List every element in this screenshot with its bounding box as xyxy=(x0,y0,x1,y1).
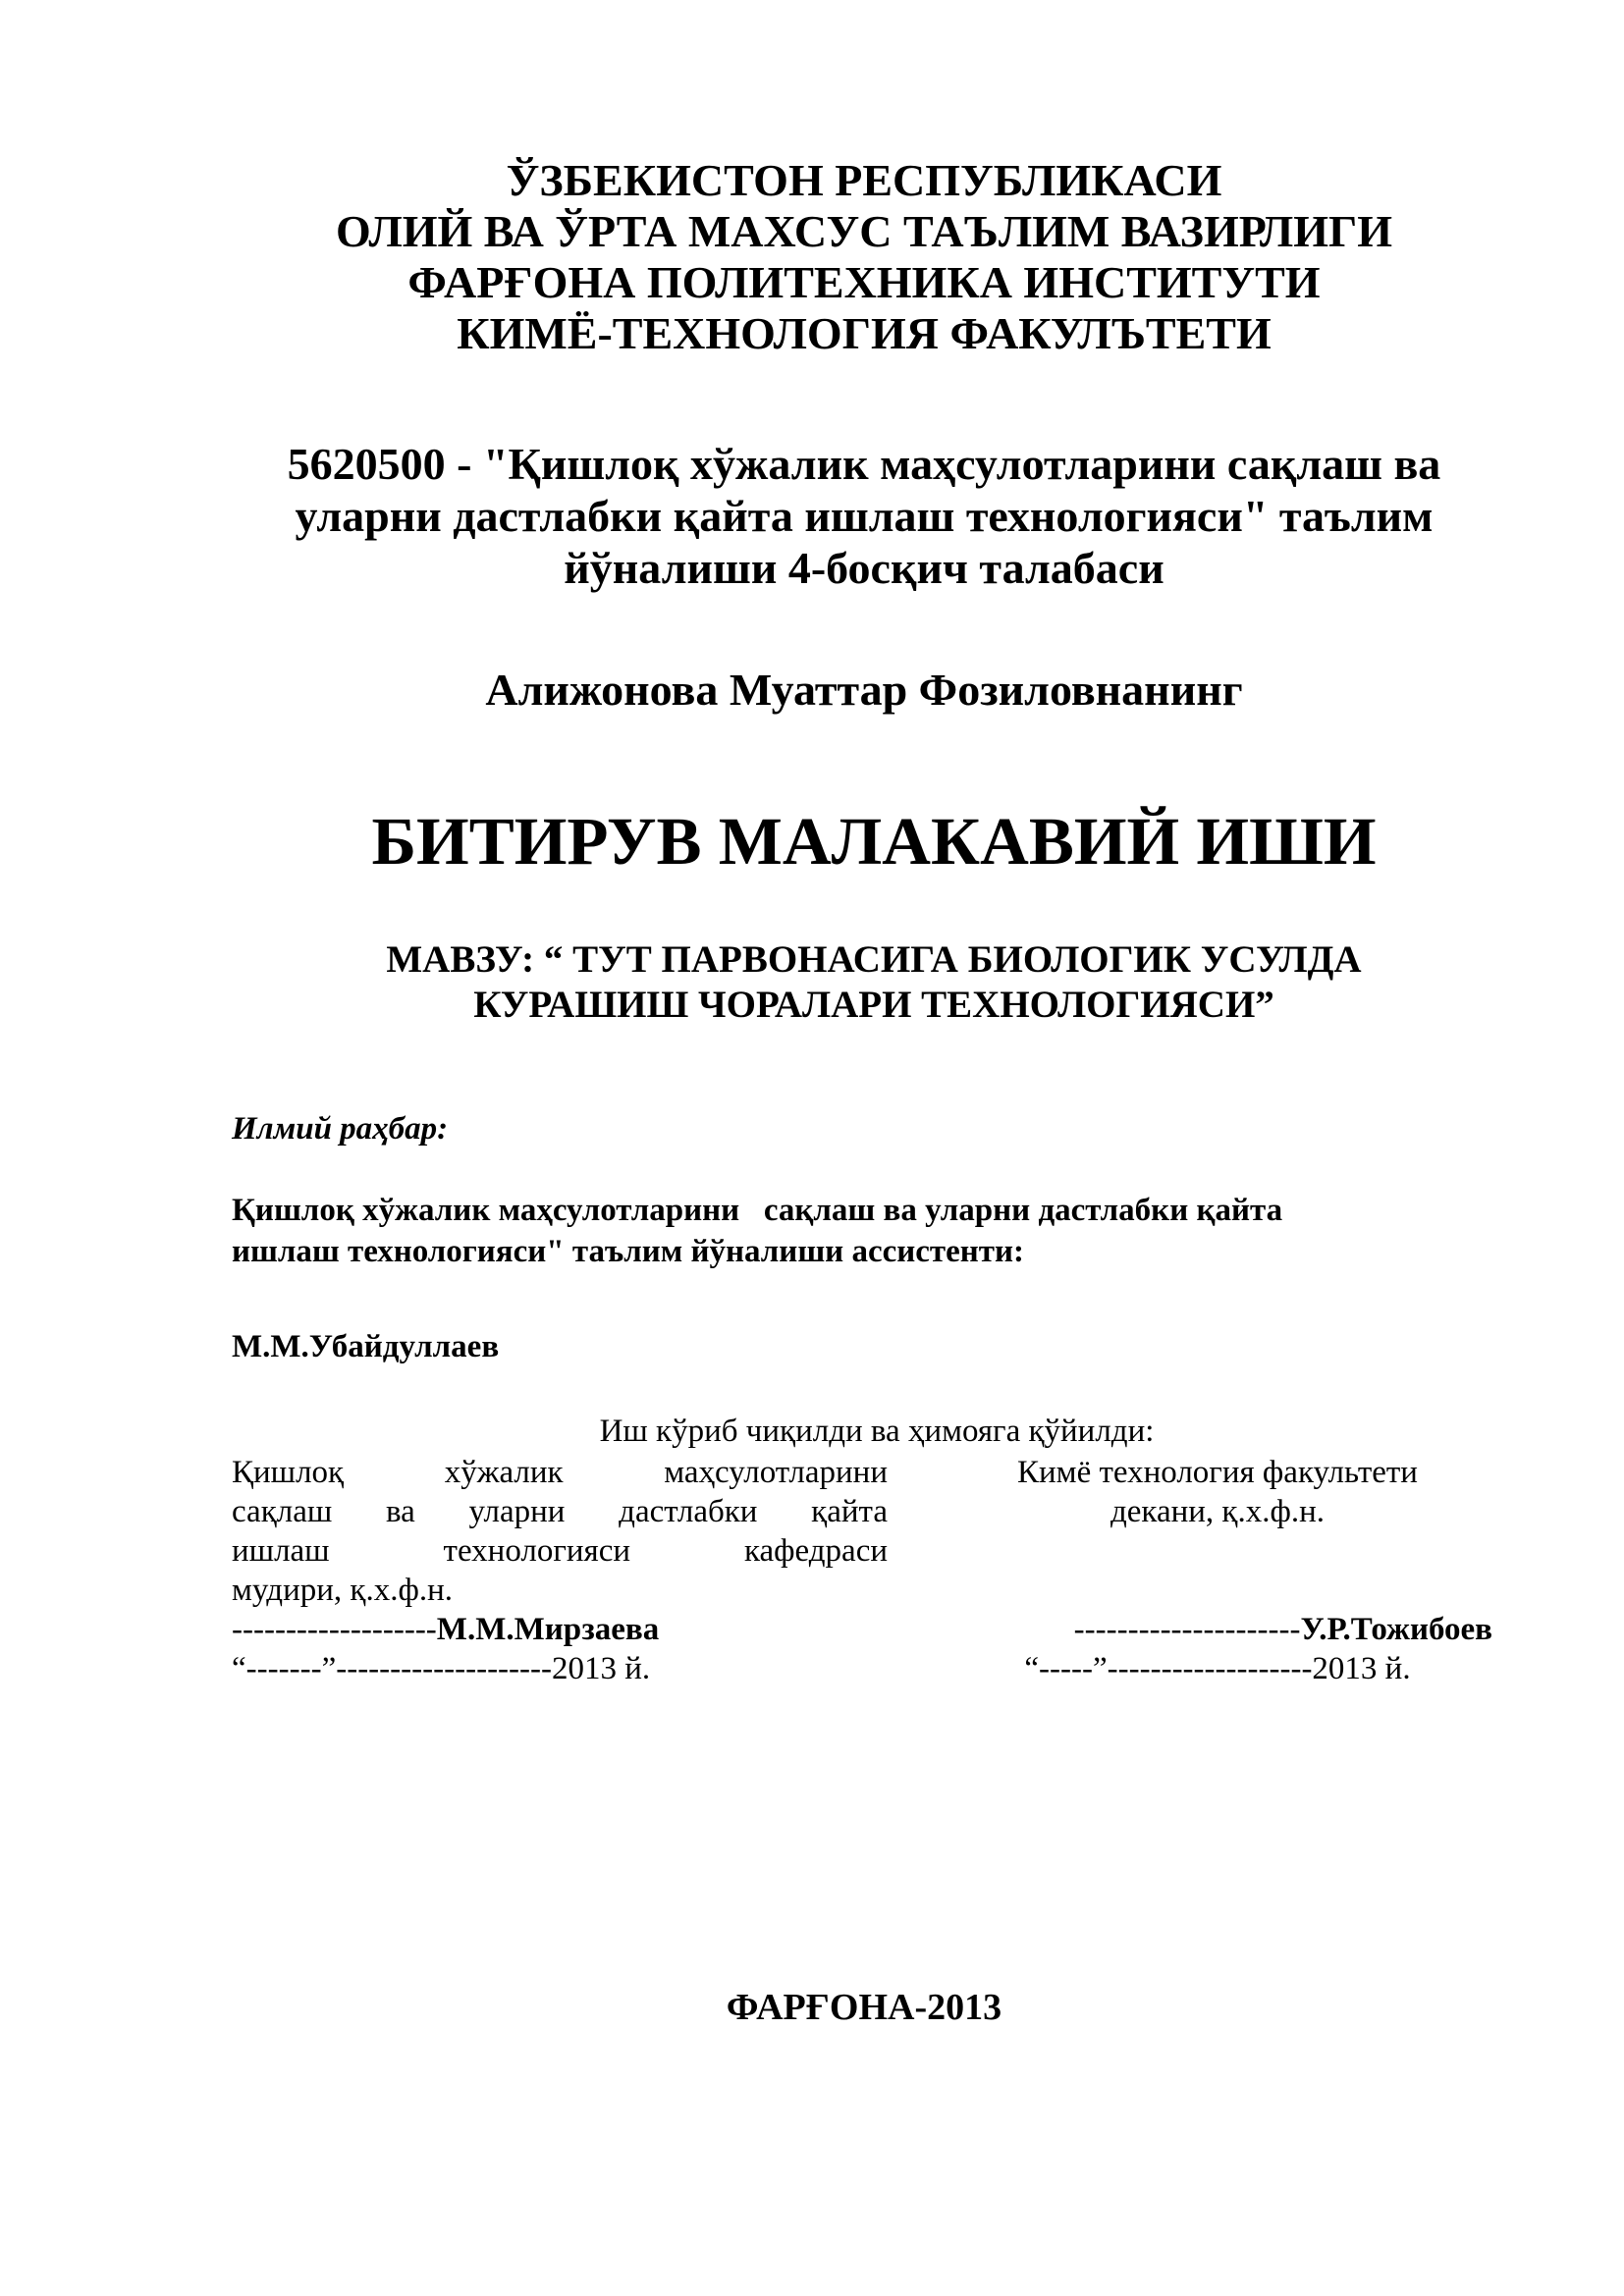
sig-right-line-2: декани, қ.х.ф.н. xyxy=(1110,1494,1325,1529)
topic-line-2: КУРАШИШ ЧОРАЛАРИ ТЕХНОЛОГИЯСИ” xyxy=(473,984,1274,1026)
sig-right-date: “-----”-------------------2013 й. xyxy=(1024,1651,1411,1686)
topic xyxy=(196,937,1551,1028)
header-line-faculty: КИМЁ-ТЕХНОЛОГИЯ ФАКУЛЪТЕТИ xyxy=(457,308,1272,358)
supervisor-dept-line-2: ишлаш технологияси" таълим йўналиши ассистенти: xyxy=(232,1234,1024,1269)
sig-left-dashes: ------------------- xyxy=(232,1612,437,1647)
sig-left-date: “-------”--------------------2013 й. xyxy=(232,1651,651,1686)
student-name xyxy=(226,665,1502,716)
footer-city-year: ФАРҒОНА-2013 xyxy=(726,1987,1002,2028)
supervisor-dept-line-1: Қишлоқ хўжалик маҳсулотларини сақлаш ва уларни дастлабки қайта xyxy=(232,1193,1283,1228)
sig-right-line-1: Кимё технология факультети xyxy=(1017,1455,1418,1490)
sig-left-name: М.М.Мирзаева xyxy=(436,1612,660,1647)
program-line-3: йўналиши 4-босқич талабаси xyxy=(564,543,1164,593)
sig-right-name: У.Р.Тожибоев xyxy=(1300,1612,1492,1647)
header-line-institute: ФАРҒОНА ПОЛИТЕХНИКА ИНСТИТУТИ xyxy=(407,257,1321,307)
header-line-ministry: ОЛИЙ ВА ЎРТА МАХСУС ТАЪЛИМ ВАЗИРЛИГИ xyxy=(335,206,1393,256)
signature-right-column xyxy=(943,1453,1492,1688)
sig-left-line-1: Қишлоқ хўжалик маҳсулотларини xyxy=(232,1455,888,1490)
signature-left-column xyxy=(232,1453,888,1688)
supervisor-department xyxy=(232,1190,1522,1272)
sig-left-line-2: сақлаш ва уларни дастлабки қайта xyxy=(232,1494,888,1529)
sig-right-sign-line xyxy=(943,1531,1492,1649)
sig-left-line-4: мудири, қ.х.ф.н. xyxy=(232,1573,453,1608)
institution-header xyxy=(226,155,1502,359)
topic-line-1: МАВЗУ: “ ТУТ ПАРВОНАСИГА БИОЛОГИК УСУЛДА xyxy=(386,938,1362,981)
review-heading: Иш кўриб чиқилди ва ҳимояга қўйилди: xyxy=(599,1414,1155,1449)
student-name-text: Алижонова Муаттар Фозиловнанинг xyxy=(485,665,1243,715)
header-line-republic: ЎЗБЕКИСТОН РЕСПУБЛИКАСИ xyxy=(506,155,1222,205)
program-line-1: 5620500 - "Қишлоқ хўжалик маҳсулотларини сақлаш ва xyxy=(287,439,1441,489)
supervisor-label: Илмий раҳбар: xyxy=(232,1111,449,1147)
supervisor-name: М.М.Убайдуллаев xyxy=(232,1329,500,1364)
program-line-2: уларни дастлабки қайта ишлаш технологияси" таълим xyxy=(295,491,1434,541)
work-type-title xyxy=(196,802,1551,881)
work-type-text: БИТИРУВ МАЛАКАВИЙ ИШИ xyxy=(371,804,1377,879)
sig-right-dashes: --------------------- xyxy=(1073,1612,1301,1647)
program-description xyxy=(206,438,1522,594)
sig-left-line-3: ишлаш технологияси кафедраси xyxy=(232,1533,888,1569)
sig-left-sign-line xyxy=(232,1610,888,1649)
